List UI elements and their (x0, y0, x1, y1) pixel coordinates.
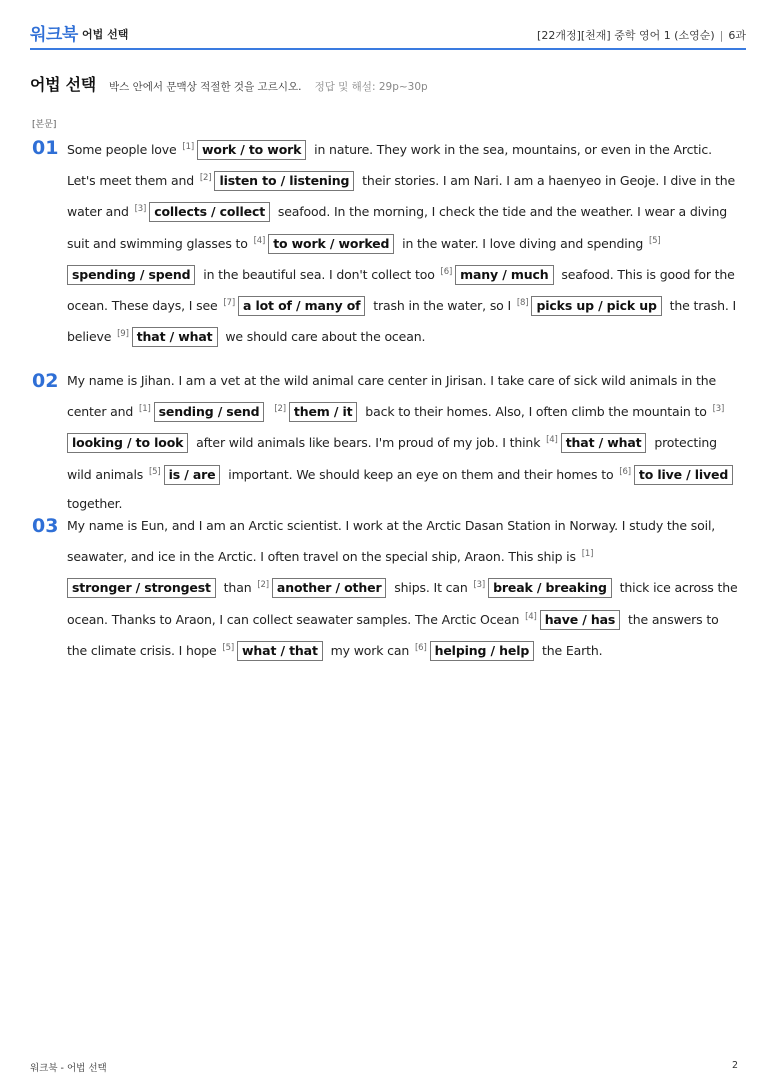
choice-box[interactable]: what / that (237, 641, 323, 661)
header-separator: | (719, 29, 724, 42)
choice-box[interactable]: stronger / strongest (67, 578, 216, 598)
choice-box[interactable]: that / what (132, 327, 218, 347)
choice-box[interactable]: collects / collect (149, 202, 270, 222)
blank-marker: [4] (546, 435, 558, 446)
passage-text: important. We should keep an eye on them and their homes to (228, 466, 614, 482)
choice-box[interactable]: to work / worked (268, 234, 394, 254)
choice-box[interactable]: them / it (289, 402, 358, 422)
brand-subtitle: 어법 선택 (82, 28, 129, 41)
blank-marker: [9] (117, 329, 129, 340)
footer-title: 워크북 - 어법 선택 (30, 1063, 107, 1074)
passage-text: than (223, 580, 252, 596)
blank-marker: [1] (139, 404, 151, 415)
choice-box[interactable]: many / much (455, 265, 553, 285)
choice-box[interactable]: that / what (561, 433, 647, 453)
brand-title: 워크북 (30, 25, 78, 45)
question-text (67, 511, 742, 665)
choice-box[interactable]: have / has (540, 610, 621, 630)
page-number: 2 (731, 1060, 738, 1071)
passage-text: My name is Eun, and I am an Arctic scientist. I work at the Arctic Dasan Station in Norway. I study the soil, seawater, and ice in the Arctic. I often travel on the special ship, Araon. This ship is (67, 518, 716, 565)
blank-marker: [1] (182, 142, 194, 152)
blank-marker: [2] (257, 580, 269, 591)
blank-marker: [6] (440, 266, 453, 277)
passage-text: seafood. This is good for the ocean. These days, I see (67, 266, 735, 314)
blank-marker: [5] (148, 466, 161, 477)
passage-text: protecting wild animals (67, 435, 717, 482)
passage-text: together. (67, 495, 123, 511)
choice-box[interactable]: work / to work (197, 140, 306, 160)
blank-marker: [7] (223, 298, 235, 309)
passage-text: my work can (330, 642, 410, 658)
question-02 (32, 366, 742, 518)
passage-text: thick ice across the ocean. Thanks to Araon, I can collect seawater samples. The Arctic Ocean (67, 580, 738, 627)
choice-box[interactable]: looking / to look (67, 433, 188, 453)
section-tag: [본문] (32, 120, 57, 130)
question-03 (32, 511, 742, 665)
blank-marker: [4] (253, 235, 266, 246)
blank-marker: [6] (619, 466, 631, 477)
passage-text: ships. It can (394, 580, 468, 596)
page-header (30, 0, 746, 50)
passage-text: after wild animals like bears. I'm proud of my job. I think (196, 435, 541, 451)
title-row (30, 72, 428, 95)
passage-text: in the beautiful sea. I don't collect too (203, 266, 435, 282)
blank-marker: [3] (712, 404, 725, 415)
blank-marker: [2] (274, 404, 286, 415)
choice-box[interactable]: sending / send (154, 402, 265, 422)
blank-marker: [5] (222, 642, 235, 653)
passage-text: back to their homes. Also, I often climb the mountain to (365, 404, 707, 420)
passage-text: their stories. I am Nari. I am a haenyeo in Geoje. I dive in the water and (67, 173, 736, 220)
blank-marker: [3] (473, 580, 486, 591)
question-number: 02 (32, 370, 59, 392)
blank-marker: [8] (516, 298, 529, 309)
choice-box[interactable]: picks up / pick up (531, 296, 661, 316)
passage-text: we should care about the ocean. (225, 329, 426, 345)
answer-reference: 정답 및 해설: 29p~30p (314, 81, 428, 93)
choice-box[interactable]: break / breaking (488, 578, 612, 598)
page-title: 어법 선택 (30, 75, 96, 94)
blank-marker: [3] (134, 204, 147, 215)
question-text (67, 366, 742, 518)
blank-marker: [1] (581, 549, 594, 560)
lesson-label: 6과 (728, 29, 746, 42)
blank-marker: [5] (649, 235, 661, 246)
question-number: 01 (32, 137, 59, 159)
question-01 (32, 133, 742, 351)
passage-text: in the water. I love diving and spending (402, 235, 644, 251)
choice-box[interactable]: listen to / listening (214, 171, 354, 191)
passage-text: Some people love (67, 142, 177, 157)
choice-box[interactable]: another / other (272, 578, 387, 598)
passage-text: My name is Jihan. I am a vet at the wild animal care center in Jirisan. I take care of sick wild animals in the center and (67, 373, 717, 420)
instruction-text: 박스 안에서 문맥상 적절한 것을 고르시오. (109, 81, 302, 93)
blank-marker: [2] (199, 173, 212, 184)
course-info (537, 27, 746, 43)
passage-text: trash in the water, so I (373, 298, 512, 314)
question-number: 03 (32, 515, 59, 537)
choice-box[interactable]: helping / help (430, 641, 535, 661)
course-name: [22개정][천재] 중학 영어 1 (소영순) (537, 29, 715, 42)
blank-marker: [4] (525, 611, 537, 622)
question-text (67, 133, 742, 351)
passage-text: the answers to the climate crisis. I hope (67, 611, 719, 658)
passage-text: the Earth. (541, 642, 603, 658)
choice-box[interactable]: a lot of / many of (238, 296, 365, 316)
choice-box[interactable]: to live / lived (634, 465, 733, 485)
blank-marker: [6] (415, 642, 427, 653)
passage-text: in nature. They work in the sea, mountains, or even in the Arctic. Let's meet them and (67, 142, 712, 189)
passage-text: seafood. In the morning, I check the tide and the weather. I wear a diving suit and swimming glasses to (67, 204, 728, 251)
passage-text: the trash. I believe (67, 298, 737, 345)
choice-box[interactable]: is / are (164, 465, 221, 485)
choice-box[interactable]: spending / spend (67, 265, 195, 285)
